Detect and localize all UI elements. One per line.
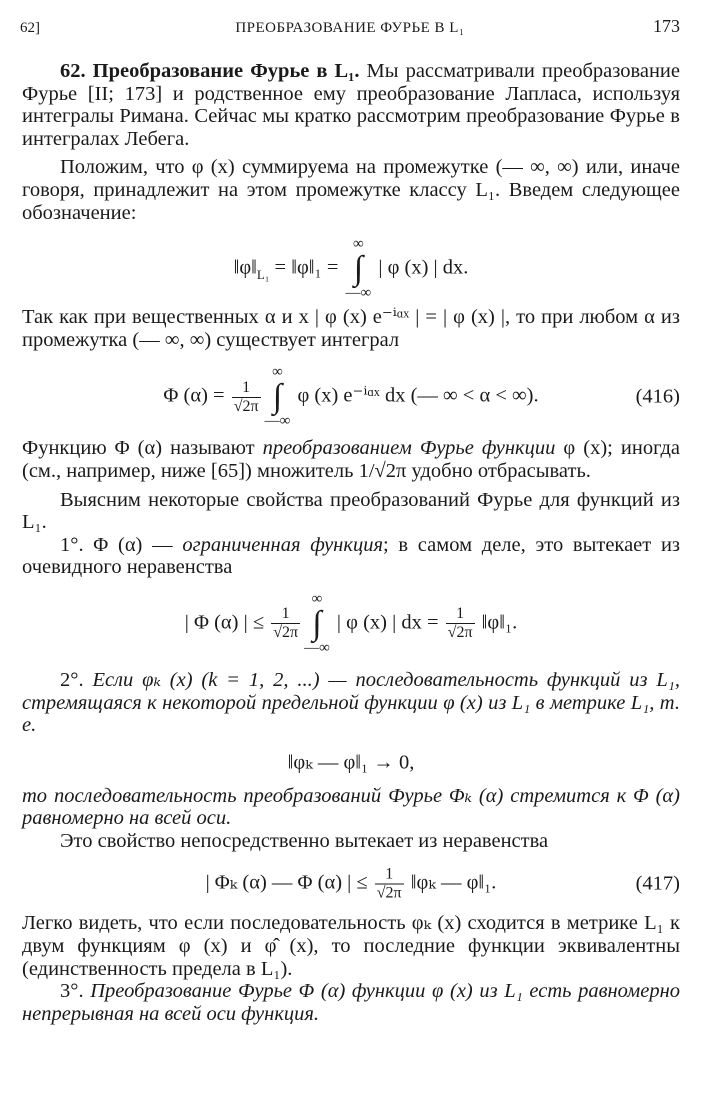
text-run: Функцию Φ (α) называют bbox=[22, 437, 263, 460]
page-body bbox=[22, 60, 680, 1025]
fraction-numerator: 1 bbox=[446, 605, 475, 624]
integral-sign bbox=[346, 237, 372, 301]
text-run: 1°. Φ (α) — bbox=[60, 533, 183, 556]
section-intro-paragraph bbox=[22, 60, 680, 150]
integral-symbol: ∫ bbox=[312, 604, 322, 642]
formula-convergence bbox=[22, 741, 680, 785]
formula-convergence-text: ‖φₖ — φ‖₁ → 0, bbox=[287, 751, 415, 774]
integral-lower-limit: —∞ bbox=[264, 413, 291, 430]
italic-statement: Если φₖ (x) (k = 1, 2, ...) — последовательность функций из L₁, стремящаяся к некоторой предельной функции φ (x) из L₁ в метрике L₁, т. е. bbox=[22, 668, 681, 737]
formula-416 bbox=[22, 357, 680, 437]
fraction-denominator: √2π bbox=[447, 624, 473, 642]
formula-norm bbox=[22, 232, 680, 306]
formula-417-left: | Φₖ (α) — Φ (α) | ≤ bbox=[205, 872, 373, 895]
formula-416-right: φ (x) e⁻ⁱᵅˣ dx (— ∞ < α < ∞). bbox=[292, 385, 539, 408]
equation-number-417: (417) bbox=[635, 873, 680, 896]
running-header bbox=[20, 14, 680, 42]
formula-norm-mid: = ‖φ‖₁ = bbox=[269, 256, 344, 279]
fraction-denominator: √2π bbox=[233, 397, 259, 415]
formula-norm-sub: L₁ bbox=[256, 266, 270, 282]
integral-upper-limit: ∞ bbox=[311, 590, 323, 607]
integral-symbol: ∫ bbox=[353, 250, 364, 288]
fraction-denominator: √2π bbox=[376, 884, 402, 902]
property-2-continuation: то последовательность преобразований Фурье Φₖ (α) стремится к Φ (α) равномерно на всей оси. bbox=[22, 784, 680, 830]
integral-symbol: ∫ bbox=[272, 378, 283, 416]
integral-lower-limit: —∞ bbox=[304, 639, 330, 656]
integral-sign bbox=[265, 365, 291, 429]
formula-bound-left: | Φ (α) | ≤ bbox=[184, 611, 270, 634]
property-2 bbox=[22, 669, 680, 737]
paragraph-fourier-definition bbox=[22, 437, 680, 482]
equation-number-416: (416) bbox=[635, 386, 680, 409]
fraction-numerator: 1 bbox=[271, 605, 300, 624]
text-run: 3°. bbox=[60, 980, 91, 1003]
italic-term: ограниченная функция bbox=[182, 533, 383, 556]
fraction bbox=[446, 605, 475, 642]
property-3 bbox=[22, 980, 680, 1025]
paragraph-real-alpha: Так как при вещественных α и x | φ (x) e⁻ⁱᵅˣ | = | φ (x) |, то при любом α из промежутка (— ∞, ∞) существует интеграл bbox=[22, 306, 680, 351]
section-heading: 62. Преобразование Фурье в L₁. bbox=[60, 60, 360, 82]
formula-norm-left: ‖φ‖ bbox=[233, 256, 257, 279]
integral-upper-limit: ∞ bbox=[272, 364, 283, 381]
integral-upper-limit: ∞ bbox=[353, 236, 364, 253]
formula-416-left: Φ (α) = bbox=[163, 385, 230, 408]
text-run: 2°. bbox=[60, 668, 93, 691]
italic-term: преобразованием Фурье функции bbox=[262, 437, 556, 460]
formula-417 bbox=[22, 856, 680, 912]
fraction bbox=[271, 605, 300, 642]
fraction bbox=[375, 866, 404, 903]
integral-sign bbox=[304, 592, 330, 656]
integral-lower-limit: —∞ bbox=[345, 285, 372, 302]
text-run: φ (x); иногда (см., например, ниже [65]) множитель 1/√2π удобно отбрасывать. bbox=[22, 437, 681, 482]
formula-norm-right: | φ (x) | dx. bbox=[373, 256, 469, 279]
formula-bound bbox=[22, 585, 680, 663]
text-run: ; в самом деле, это вытекает из очевидного неравенства bbox=[22, 533, 681, 579]
formula-bound-right: ‖φ‖₁. bbox=[476, 611, 518, 634]
paragraph-summable: Положим, что φ (x) суммируема на промежутке (— ∞, ∞) или, иначе говоря, принадлежит на этом промежутке классу L₁. Введем следующее обозначение: bbox=[22, 156, 680, 224]
page-number: 173 bbox=[653, 16, 680, 36]
running-title: ПРЕОБРАЗОВАНИЕ ФУРЬЕ В L₁ bbox=[235, 20, 465, 36]
formula-bound-mid: | φ (x) | dx = bbox=[331, 611, 444, 634]
section-intro-text: Мы рассматривали преобразование Фурье [II; 173] и родственное ему преобразование Лапласа, используя интегралы Римана. Сейчас мы кратко рассмотрим преобразование Фурье в интегралах Лебега. bbox=[22, 60, 680, 150]
formula-417-right: ‖φₖ — φ‖₁. bbox=[405, 872, 497, 895]
paragraph-uniqueness: Легко видеть, что если последовательность φₖ (x) сходится в метрике L₁ к двум функциям φ (x) и φ̂ (x), то последние функции эквивалентны (единственность предела в L₁). bbox=[22, 912, 680, 980]
property-1 bbox=[22, 534, 680, 579]
paragraph-properties-intro: Выясним некоторые свойства преобразований Фурье для функций из L₁. bbox=[22, 488, 680, 534]
fraction-denominator: √2π bbox=[273, 624, 299, 642]
section-reference: 62] bbox=[20, 20, 40, 36]
paragraph-inequality-intro: Это свойство непосредственно вытекает из неравенства bbox=[60, 829, 549, 852]
italic-statement: Преобразование Фурье Φ (α) функции φ (x) из L₁ есть равномерно непрерывная на всей оси функция. bbox=[22, 980, 680, 1025]
fraction bbox=[232, 379, 261, 416]
fraction-numerator: 1 bbox=[232, 379, 261, 398]
fraction-numerator: 1 bbox=[375, 866, 404, 885]
